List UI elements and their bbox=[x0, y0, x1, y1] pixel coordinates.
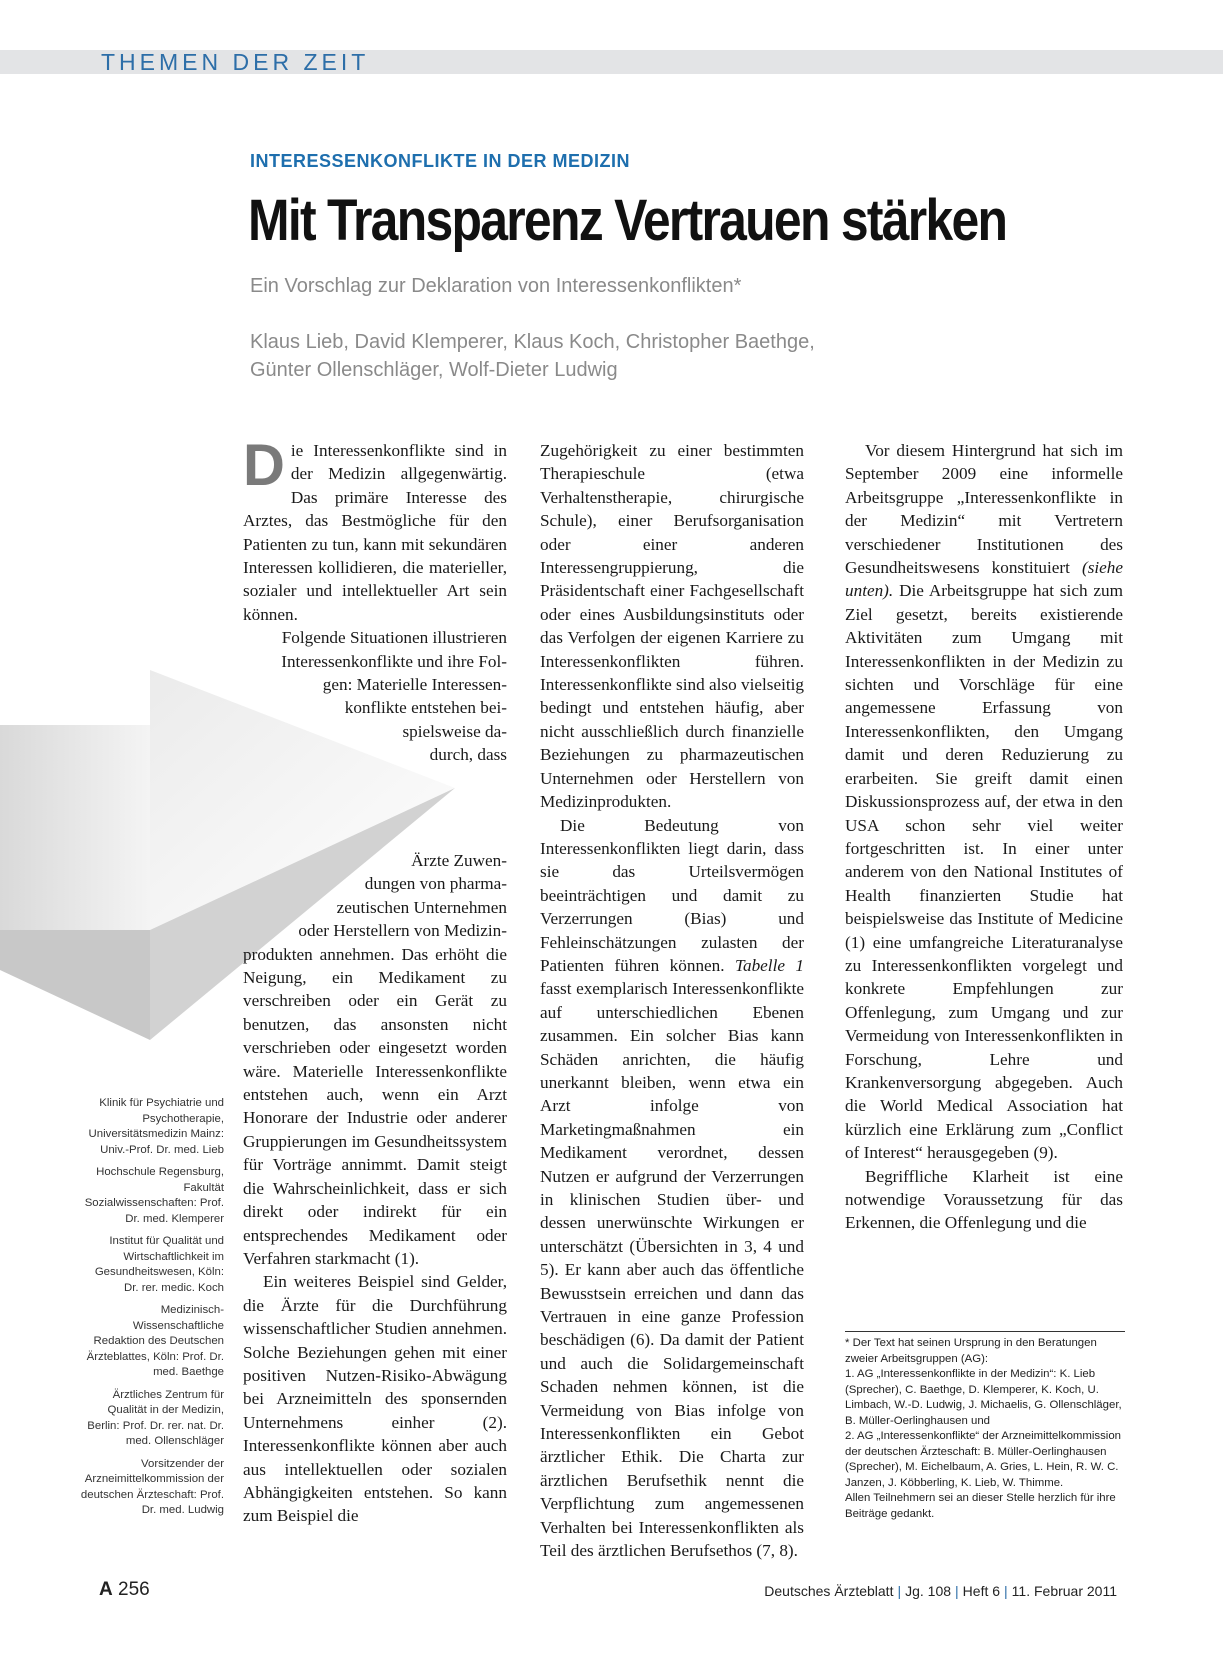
journal-citation bbox=[764, 1583, 1117, 1599]
affiliation: Medizinisch-Wissenschaftliche Redaktion des Deutschen Ärzteblattes, Köln: Prof. Dr. med. Baethge bbox=[86, 1304, 224, 1378]
affiliation: Hochschule Regensburg, Fakultät Sozialwissenschaften: Prof. Dr. med. Klemperer bbox=[84, 1166, 224, 1225]
text-span: Vor diesem Hintergrund hat sich im September 2009 eine informelle Arbeitsgruppe „Interessenkonflikte in der Medizin“ mit Vertretern verschiedener Institutionen des Gesundheitswesens konstituiert bbox=[845, 441, 1123, 578]
text-line: zeutischen Unternehmen bbox=[336, 897, 507, 917]
article-authors bbox=[250, 328, 815, 384]
journal-name: Deutsches Ärzteblatt bbox=[764, 1583, 894, 1599]
journal-issue: Heft 6 bbox=[962, 1583, 1001, 1599]
article-subtitle: Ein Vorschlag zur Deklaration von Interessenkonflikten* bbox=[250, 275, 742, 297]
paragraph: Begriffliche Klarheit ist eine notwendige Voraussetzung für das Erkennen, die Offenlegung und die bbox=[845, 1166, 1123, 1233]
section-label: THEMEN DER ZEIT bbox=[101, 49, 370, 75]
dropcap-letter: D bbox=[243, 433, 285, 498]
page-number bbox=[99, 1579, 150, 1601]
text-line: konflikte entstehen bei- bbox=[344, 698, 507, 718]
authors-line-2: Günter Ollenschläger, Wolf-Dieter Ludwig bbox=[250, 359, 618, 381]
page-prefix: A bbox=[99, 1579, 113, 1600]
text-span: Die Arbeitsgruppe hat sich zum Ziel gesetzt, bereits existierende Aktivitäten zum Umgang mit Interessenkonflikten in der Medizin zu sichten und Vorschläge für eine angemessene Erfassung von Interessenkonflikten, den Umgang damit und deren Reduzierung zu erarbeiten. Sie greift damit einen Diskussionsprozess auf, der etwa in den USA schon sehr viel weiter fortgeschritten ist. In einer unter anderem von den National Institutes of Health finanzierten Studie hat beispielsweise das Institute of Medicine (1) eine umfangreiche Literaturanalyse zu Interessenkonflikten vorgelegt und konkrete Empfehlungen zur Offenlegung, zum Umgang und zur Vermeidung von Interessenkonflikten in Forschung, Lehre und Krankenversorgung abgegeben. Auch die World Medical Association hat kürzlich eine Erklärung zum „Conflict of Interest“ herausgegeben (9). bbox=[845, 581, 1124, 1163]
text-line: durch, dass bbox=[429, 745, 507, 765]
article-kicker: INTERESSENKONFLIKTE IN DER MEDIZIN bbox=[250, 151, 631, 171]
author-affiliations bbox=[80, 1096, 224, 1526]
text-line: spielsweise da- bbox=[402, 721, 507, 741]
text-line: dungen von pharma- bbox=[364, 874, 507, 894]
arrow-wrapped-lines bbox=[243, 849, 507, 943]
text-line: oder Herstellern von Medizin- bbox=[298, 921, 507, 941]
text-span: fasst exemplarisch Interessenkonflikte auf unterschiedlichen Ebenen zusammen. Ein solcher Bias kann Schäden anrichten, die häufig unerkannt bleiben, wenn etwa ein Arzt infolge von Marketingmaßnahmen ein Medikament verordnet, dessen Nutzen er aufgrund der Verzerrungen in klinischen Studien über- und dessen unerwünschte Wirkungen er unterschätzt (Übersichten in 3, 4 und 5). Er kann aber auch das öffentliche Bewusstsein erreichen und dann das Vertrauen in eine ganze Profession beschädigen (6). Da damit der Patient und auch die Solidargemeinschaft Schaden nehmen können, ist die Vermeidung von Bias infolge von Interessenkonflikten ein Gebot ärztlicher Ethik. Die Charta zur ärztlichen Berufsethik nennt die Verpflichtung zum angemessenen Verhalten bei Interessenkonflikten als Teil des ärztlichen Berufsethos (7, 8). bbox=[540, 979, 804, 1561]
paragraph: Ein weiteres Beispiel sind Gelder, die Ärzte für die Durchführung wissenschaftlicher Studien annehmen. Solche Beziehungen gehen mit einer positiven Nutzen-Risiko-Abwägung bei Arzneimitteln des sponsernden Unternehmens einher (2). Interessenkonflikte können aber auch aus intellektuellen oder sozialen Abhängigkeiten entstehen. So kann zum Beispiel die bbox=[243, 1272, 507, 1526]
arrow-wrapped-lines bbox=[243, 626, 507, 766]
text-column-2 bbox=[540, 439, 804, 1563]
text-line: Interessenkonflikte und ihre Fol- bbox=[281, 651, 507, 671]
footnote-item: 2. AG „Interessenkonflikte“ der Arzneimittelkommission der deutschen Ärzteschaft: B. Müller-Oerlinghausen (Sprecher), M. Eichelbaum, A. Gries, L. Hein, R. W. C. Janzen, J. Köbberling, K. Lieb, W. Thimme. bbox=[845, 1430, 1122, 1489]
paragraph bbox=[845, 439, 1123, 1165]
footnote-intro: * Der Text hat seinen Ursprung in den Beratungen zweier Arbeitsgruppen (AG): bbox=[845, 1337, 1097, 1365]
separator: | bbox=[955, 1583, 959, 1599]
footnote-item: 1. AG „Interessenkonflikte in der Medizin“: K. Lieb (Sprecher), C. Baethge, D. Klemperer, K. Koch, U. Limbach, W.-D. Ludwig, J. Michaelis, G. Ollenschläger, B. Müller-Oerlinghausen und bbox=[845, 1368, 1122, 1427]
affiliation: Institut für Qualität und Wirtschaftlichkeit im Gesundheitswesen, Köln: Dr. rer. medic. Koch bbox=[94, 1235, 224, 1294]
journal-date: 11. Februar 2011 bbox=[1011, 1583, 1117, 1599]
article-title: Mit Transparenz Vertrauen stärken bbox=[248, 188, 1007, 253]
text-column-1-continued bbox=[243, 849, 507, 1528]
footnote bbox=[845, 1331, 1125, 1522]
inline-reference: (siehe unten). bbox=[845, 558, 1124, 601]
affiliation: Vorsitzender der Arzneimittelkommission der deutschen Ärzteschaft: Prof. Dr. med. Ludwig bbox=[80, 1457, 224, 1516]
separator: | bbox=[897, 1583, 902, 1599]
authors-line-1: Klaus Lieb, David Klemperer, Klaus Koch, Christopher Baethge, bbox=[250, 331, 815, 353]
text-line: Folgende Situationen illustrieren bbox=[281, 628, 507, 648]
text-span: Die Bedeutung von Interessenkonflikten liegt darin, dass sie das Urteilsvermögen beeinträchtigen und damit zu Verzerrungen (Bias) und Fehleinschätzungen zulasten der Patienten führen können. bbox=[540, 815, 804, 975]
paragraph: Zugehörigkeit zu einer bestimmten Therapieschule (etwa Verhaltenstherapie, chirurgische Schule), einer Berufsorganisation oder einer anderen Interessengruppierung, die Präsidentschaft einer Fachgesellschaft oder eines Ausbildungsinstituts oder das Verfolgen der eigenen Karriere zu Interessenkonflikten führen. Interessenkonflikte sind also vielseitig bedingt und entstehen häufig, aber nicht ausschließlich durch finanzielle Beziehungen zu pharmazeutischen Unternehmen oder Herstellern von Medizinprodukten. bbox=[540, 441, 804, 812]
paragraph bbox=[540, 814, 804, 1563]
text-line: Ärzte Zuwen- bbox=[411, 851, 507, 870]
footnote-thanks: Allen Teilnehmern sei an dieser Stelle herzlich für ihre Beiträge gedankt. bbox=[845, 1492, 1116, 1520]
text-line: gen: Materielle Interessen- bbox=[322, 675, 507, 695]
affiliation: Klinik für Psychiatrie und Psychotherapie, Universitätsmedizin Mainz: Univ.-Prof. Dr. med. Lieb bbox=[88, 1097, 224, 1156]
text-column-1 bbox=[243, 433, 507, 767]
journal-volume: Jg. 108 bbox=[905, 1583, 952, 1599]
affiliation: Ärztliches Zentrum für Qualität in der Medizin, Berlin: Prof. Dr. rer. nat. Dr. med. Ollenschläger bbox=[87, 1388, 224, 1447]
table-reference: Tabelle 1 bbox=[735, 955, 804, 975]
text-column-3 bbox=[845, 439, 1123, 1235]
page-number-value: 256 bbox=[118, 1579, 150, 1600]
paragraph: produkten annehmen. Das erhöht die Neigung, ein Medikament zu verschreiben oder ein Gerät zu benutzen, das ansonsten nicht verschrieben oder eingesetzt worden wäre. Materielle Interessenkonflikte entstehen auch, wenn ein Arzt Honorare der Industrie oder anderer Gruppierungen im Gesundheitssystem für Vorträge annimmt. Damit steigt die Wahrscheinlichkeit, dass er sich direkt oder indirekt für ein entsprechendes Medikament oder Verfahren starkmacht (1). bbox=[243, 944, 507, 1268]
separator: | bbox=[1004, 1583, 1008, 1599]
paragraph: ie Interessenkonflikte sind in der Medizin allgegenwärtig. Das primäre Interesse des Arztes, das Bestmögliche für den Patienten zu tun, kann mit sekundären Interessen kollidieren, die materieller, sozialer und intellektueller Art sein können. bbox=[243, 441, 507, 624]
